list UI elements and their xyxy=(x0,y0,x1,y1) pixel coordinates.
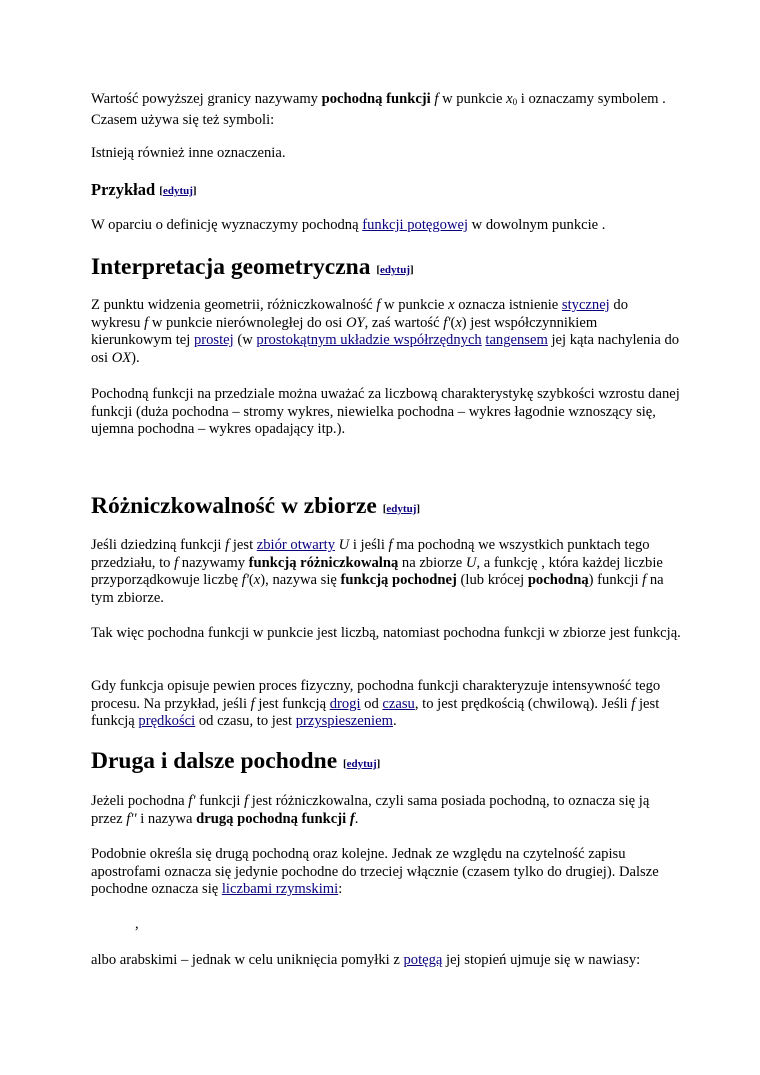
edit-link-wrapper: [edytuj] xyxy=(376,264,414,276)
link-tangent-function[interactable]: tangensem xyxy=(485,332,548,349)
formula-comma: , xyxy=(135,916,139,932)
edit-link-wrapper: [edytuj] xyxy=(382,503,421,515)
link-straight-line[interactable]: prostej xyxy=(193,332,234,349)
link-roman-numerals[interactable]: liczbami rzymskimi xyxy=(221,881,339,898)
higher-paragraph-1: Jeżeli pochodna f' funkcji f jest różniczkowalna, czyli sama posiada pochodną, to oznacza się ją przez f'' i nazywa drugą pochodną funkcji f. xyxy=(91,793,650,827)
set-diff-paragraph-3: Gdy funkcja opisuje pewien proces fizyczny, pochodna funkcji charakteryzuje intensywność tego procesu. Na przykład, jeśli f jest funkcją drogi od czasu, to jest prędkością (chwilową). Jeśli f jest funkcją prędkości od czasu, to jest przyspieszeniem. xyxy=(91,678,661,730)
link-cartesian-system[interactable]: prostokątnym układzie współrzędnych xyxy=(256,332,482,349)
link-power[interactable]: potęgą xyxy=(403,952,443,968)
edit-link-example[interactable]: edytuj xyxy=(162,185,193,197)
higher-paragraph-2: Podobnie określa się drugą pochodną oraz kolejne. Jednak ze względu na czytelność zapisu apostrofami oznacza się jedynie pochodne do trzeciej włącznie (czasem tylko do drugiej). Dalsze pochodne oznacza się liczbami rzymskimi: xyxy=(91,846,659,898)
edit-link-geometric[interactable]: edytuj xyxy=(380,264,410,276)
set-diff-paragraph-1: Jeśli dziedziną funkcji f jest zbiór otwarty U i jeśli f ma pochodną we wszystkich punktach tego przedziału, to f nazywamy funkcją różniczkowalną na zbiorze U, a funkcję , która każdej liczbie przyporządkowuje liczbę f'(x), nazywa się funkcją pochodnej (lub krócej pochodną) funkcji f na tym zbiorze. xyxy=(91,537,664,606)
link-tangent-line[interactable]: stycznej xyxy=(561,297,610,313)
link-power-function[interactable]: funkcji potęgowej xyxy=(362,217,469,233)
geometric-heading: Interpretacja geometryczna [edytuj] xyxy=(91,254,414,280)
edit-link-higher[interactable]: edytuj xyxy=(346,758,377,770)
set-diff-paragraph-2: Tak więc pochodna funkcji w punkcie jest liczbą, natomiast pochodna funkcji w zbiorze jest funkcją. xyxy=(91,625,681,641)
geometric-paragraph-2: Pochodną funkcji na przedziale można uważać za liczbową charakterystykę szybkości wzrostu danej funkcji (duża pochodna – stromy wykres, niewielka pochodna – wykres łagodnie wznoszący się, ujemna pochodna – wykres opadający itp.). xyxy=(91,386,680,438)
set-differentiability-heading: Różniczkowalność w zbiorze [edytuj] xyxy=(91,493,421,519)
geometric-paragraph-1: Z punktu widzenia geometrii, różniczkowalność f w punkcie x oznacza istnienie stycznej do wykresu f w punkcie nierównoległej do osi OY, zaś wartość f'(x) jest współczynnikiem kierunkowym tej prostej (w prostokątnym układzie współrzędnych tangensem jej kąta nachylenia do osi OX). xyxy=(91,297,680,366)
link-distance[interactable]: drogi xyxy=(329,695,361,712)
link-open-set[interactable]: zbiór otwarty xyxy=(256,537,335,553)
example-paragraph: W oparciu o definicję wyznaczymy pochodną funkcji potęgowej w dowolnym punkcie . xyxy=(91,217,606,233)
higher-derivatives-heading: Druga i dalsze pochodne [edytuj] xyxy=(91,748,381,774)
higher-paragraph-3: albo arabskimi – jednak w celu uniknięcia pomyłki z potęgą jej stopień ujmuje się w nawiasy: xyxy=(91,952,641,968)
edit-link-wrapper: [edytuj] xyxy=(159,185,197,197)
intro-other-notations: Istnieją również inne oznaczenia. xyxy=(91,145,286,161)
link-acceleration[interactable]: przyspieszeniem xyxy=(295,713,393,730)
edit-link-wrapper: [edytuj] xyxy=(343,758,381,770)
intro-paragraph: Wartość powyższej granicy nazywamy pochodną funkcji f w punkcie $x_0$ i oznaczamy symbolem . Czasem używa się też symboli: xyxy=(91,91,666,128)
example-heading: Przykład [edytuj] xyxy=(91,180,197,199)
link-time[interactable]: czasu xyxy=(382,695,415,712)
link-velocity[interactable]: prędkości xyxy=(138,713,196,730)
edit-link-set-diff[interactable]: edytuj xyxy=(386,503,417,515)
